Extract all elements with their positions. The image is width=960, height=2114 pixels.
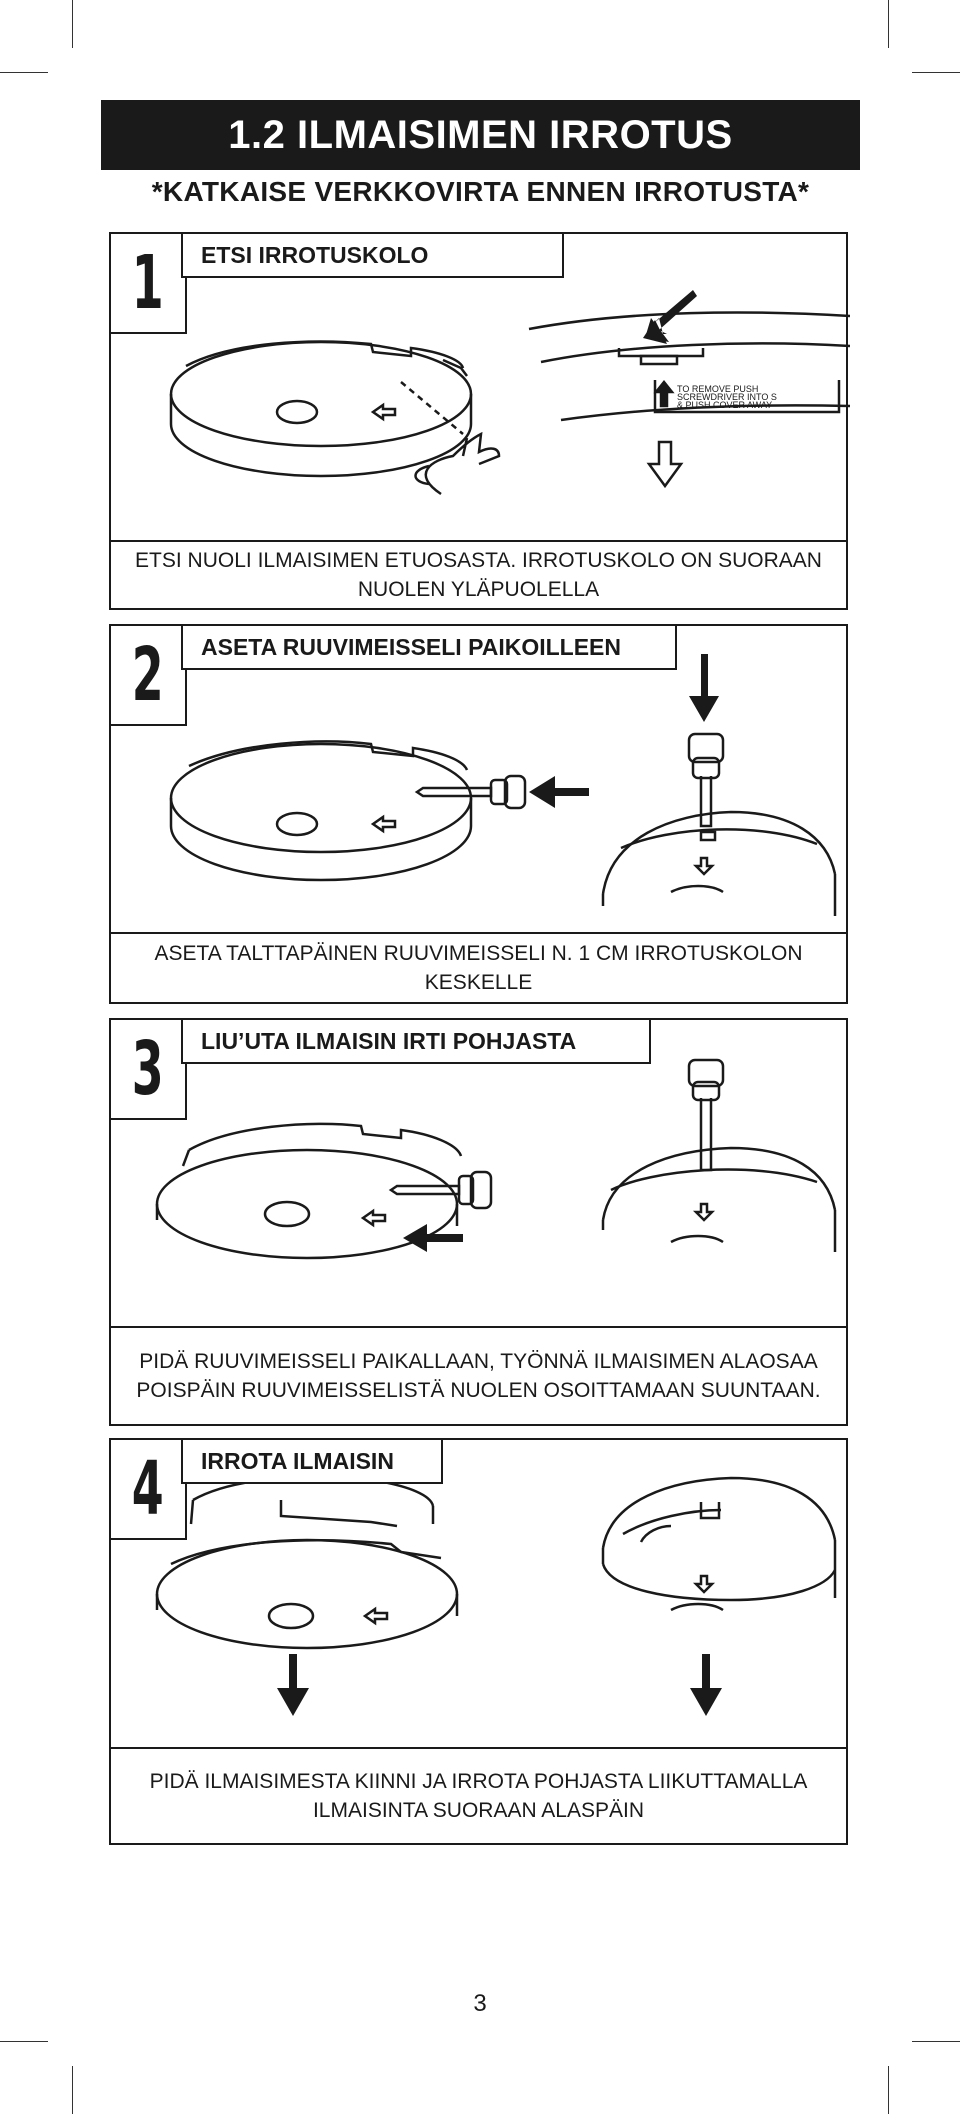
step-heading: LIU’UTA ILMAISIN IRTI POHJASTA [181, 1018, 651, 1064]
step-3-panel [109, 1018, 848, 1426]
step-number: 2 [109, 624, 187, 726]
up-arrow-icon [656, 382, 672, 406]
step-heading: IRROTA ILMAISIN [181, 1438, 443, 1484]
screwdriver [701, 1098, 711, 1170]
crop-mark [72, 2066, 73, 2114]
front-arrow-icon [363, 1211, 385, 1225]
front-arrow-icon [373, 817, 395, 831]
section-title: 1.2 ILMAISIMEN IRROTUS [101, 100, 860, 170]
detector-body [171, 342, 471, 446]
detector-center-ring [265, 1202, 309, 1226]
down-arrow-icon [696, 1204, 712, 1220]
step-heading: ASETA RUUVIMEISSELI PAIKOILLEEN [181, 624, 677, 670]
down-arrow-icon [689, 654, 719, 722]
screwdriver [417, 788, 491, 796]
step-1-panel [109, 232, 848, 610]
step-description: ASETA TALTTAPÄINEN RUUVIMEISSELI N. 1 CM IRROTUSKOLON KESKELLE [109, 932, 848, 1004]
crop-mark [0, 72, 48, 73]
step-number: 4 [109, 1438, 187, 1540]
screwdriver [701, 776, 711, 826]
label-text: & PUSH COVER AWAY [677, 400, 773, 410]
step-number: 3 [109, 1018, 187, 1120]
step-heading: ETSI IRROTUSKOLO [181, 232, 564, 278]
crop-mark [912, 72, 960, 73]
step-description: ETSI NUOLI ILMAISIMEN ETUOSASTA. IRROTUSKOLO ON SUORAAN NUOLEN YLÄPUOLELLA [109, 540, 848, 610]
step-2-illustration [111, 626, 850, 936]
front-arrow-icon [373, 405, 395, 419]
screwdriver [391, 1186, 459, 1194]
page-number: 3 [473, 1990, 487, 2017]
down-arrow-icon [696, 1576, 712, 1592]
detector-center-ring [277, 813, 317, 835]
down-arrow-icon [690, 1654, 722, 1716]
front-arrow-icon [365, 1609, 387, 1623]
left-arrow-icon [403, 1224, 463, 1252]
power-warning: *KATKAISE VERKKOVIRTA ENNEN IRROTUSTA* [151, 176, 810, 207]
detector-body [157, 1540, 457, 1648]
step-number: 1 [109, 232, 187, 334]
crop-mark [888, 0, 889, 48]
crop-mark [0, 2041, 48, 2042]
down-arrow-icon [649, 442, 681, 486]
step-4-panel [109, 1438, 848, 1845]
crop-mark [888, 2066, 889, 2114]
step-description: PIDÄ ILMAISIMESTA KIINNI JA IRROTA POHJASTA LIIKUTTAMALLA ILMAISINTA SUORAAN ALASPÄIN [109, 1747, 848, 1845]
detector-center-ring [277, 401, 317, 423]
step-4-illustration [111, 1440, 850, 1750]
down-arrow-icon [696, 858, 712, 874]
crop-mark [72, 0, 73, 48]
label-text: SCREWDRIVER INTO S [677, 392, 777, 402]
step-description: PIDÄ RUUVIMEISSELI PAIKALLAAN, TYÖNNÄ ILMAISIMEN ALAOSAA POISPÄIN RUUVIMEISSELISTÄ NUOLEN OSOITTAMAAN SUUNTAAN. [109, 1326, 848, 1426]
step-3-illustration [111, 1020, 850, 1330]
step-2-panel [109, 624, 848, 1004]
detector-center-ring [269, 1604, 313, 1628]
step-1-illustration [111, 234, 850, 544]
left-arrow-icon [529, 776, 589, 808]
detector-body [171, 744, 471, 852]
down-arrow-icon [277, 1654, 309, 1716]
crop-mark [912, 2041, 960, 2042]
label-text: TO REMOVE PUSH [677, 384, 759, 394]
